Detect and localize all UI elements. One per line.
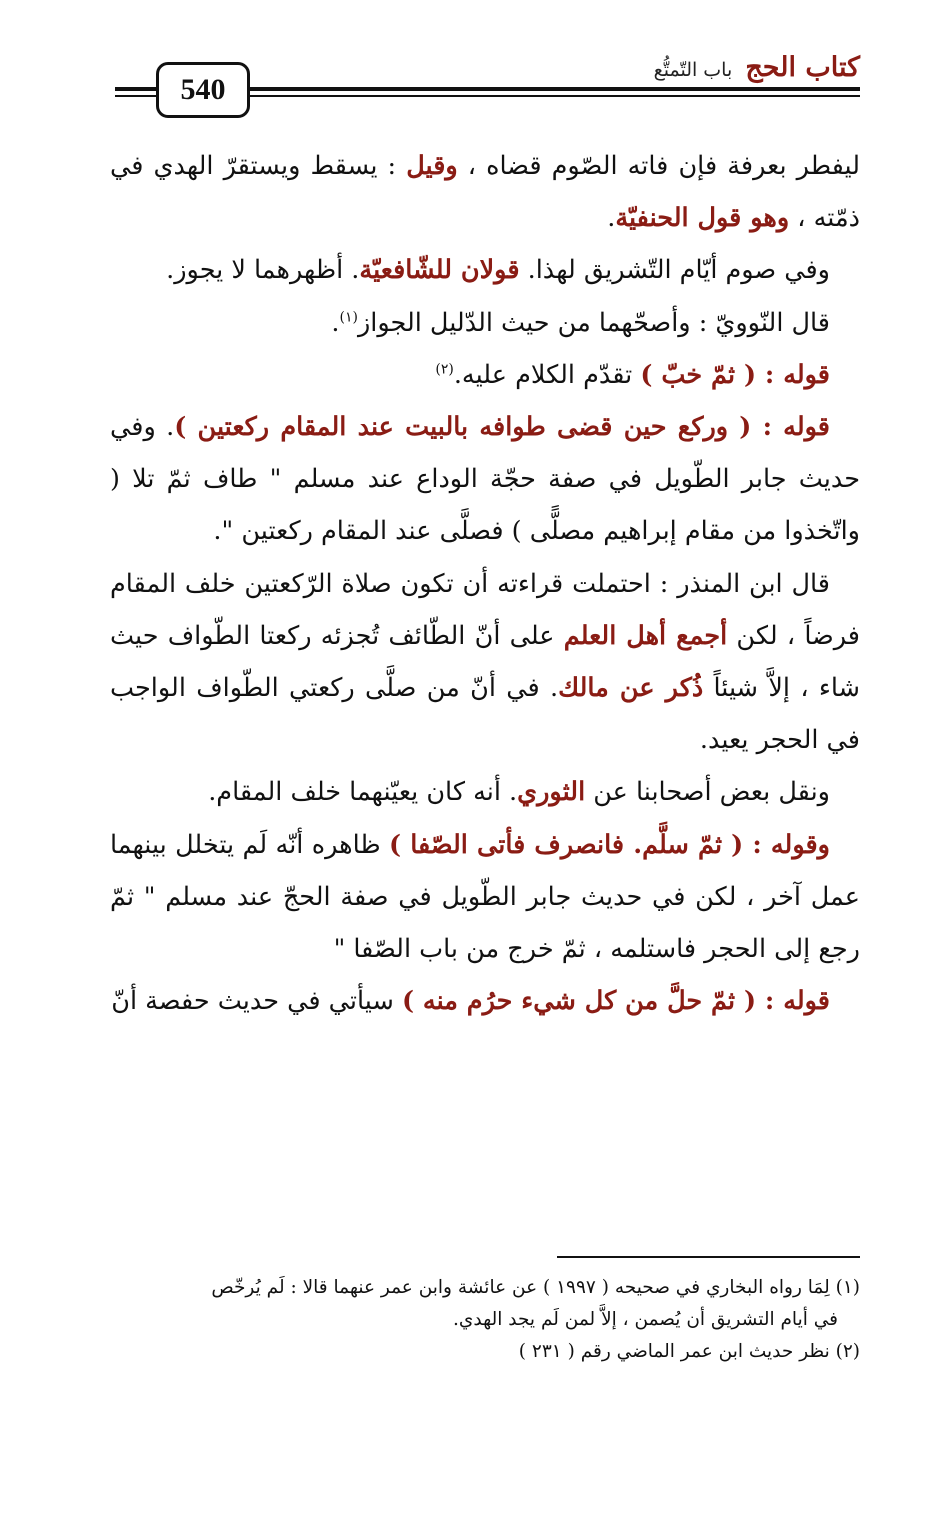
footnote-1: (١) لِمَا رواه البخاري في صحيحه ( ١٩٩٧ ) عن عائشة وابن عمر عنهما قالا : لَم يُرخّص	[211, 1277, 860, 1298]
text-run: . أنه كان يعيّنهما خلف المقام.	[208, 777, 518, 808]
highlight-run: وقيل	[406, 151, 458, 181]
text-run: قال النّوويّ : وأصحّهما من حيث الدّليل الجواز	[357, 307, 830, 338]
highlight-run: قولان للشّافعيّة	[359, 255, 520, 286]
book-title: كتاب الحج	[745, 52, 860, 83]
text-run: تقدّم الكلام عليه.	[453, 359, 641, 390]
page-number: 540	[156, 62, 250, 118]
highlight-run: الثوري	[517, 777, 586, 808]
highlight-run: قوله : ( ثمّ خبّ )	[640, 359, 830, 390]
highlight-run: وقوله : ( ثمّ سلَّم. فانصرف فأتى الصّفا )	[389, 829, 830, 860]
paragraph-4	[110, 349, 860, 401]
text-run: ليفطر بعرفة فإن فاته الصّوم قضاه ،	[457, 151, 860, 181]
footnote-1-continued: في أيام التشريق أن يُصمن ، إلاَّ لمن لَم يجد الهدي.	[453, 1309, 838, 1330]
highlight-run: أجمع أهل العلم	[563, 620, 728, 651]
footnote-ref-1[interactable]: (١)	[339, 309, 358, 326]
text-run: قال ابن المنذر : احتملت قراءته أن تكون صلاة الرّكعتين خلف المقام فرضاً ، لكن	[110, 568, 860, 651]
paragraph-1	[110, 140, 860, 244]
paragraph-6	[110, 558, 860, 767]
footnote-divider	[557, 1256, 860, 1258]
paragraph-3	[110, 297, 860, 349]
chapter-title: باب التّمتُّع	[653, 59, 733, 81]
text-run: . في أنّ من صلَّى ركعتي الطّواف الواجب في الحجر يعيد.	[110, 673, 860, 756]
text-run: .	[607, 203, 616, 234]
text-run: : يسقط ويستقرّ الهدي في ذمّته ،	[110, 151, 860, 234]
paragraph-2	[110, 244, 860, 296]
paragraph-7	[110, 766, 860, 818]
text-run: . وفي حديث جابر الطّويل في صفة حجّة الوداع عند مسلم " طاف ثمّ تلا ( واتّخذوا من مقام إبراهيم مصلًّى ) فصلَّى عند المقام ركعتين ".	[110, 412, 860, 547]
footnotes	[110, 1272, 860, 1368]
highlight-run: ذُكر عن مالك	[558, 673, 704, 704]
main-text	[110, 140, 860, 1027]
text-run: .	[331, 307, 340, 338]
text-run: ظاهره أنّه لَم يتخلل بينهما عمل آخر ، لكن في حديث جابر الطّويل في صفة الحجّ عند مسلم " ثمّ رجع إلى الحجر فاستلمه ، ثمّ خرج من باب الصّفا "	[110, 829, 860, 965]
text-run: ونقل بعض أصحابنا عن	[585, 777, 830, 808]
paragraph-9	[110, 975, 860, 1027]
highlight-run: وهو قول الحنفيّة	[615, 203, 790, 234]
page-header	[0, 0, 945, 130]
text-run: . أظهرهما لا يجوز.	[166, 255, 360, 286]
footnote-2: (٢) نظر حديث ابن عمر الماضي رقم ( ٢٣١ )	[518, 1341, 860, 1362]
paragraph-5	[110, 401, 860, 558]
highlight-run: قوله : ( وركع حين قضى طوافه بالبيت عند المقام ركعتين )	[174, 412, 830, 443]
highlight-run: قوله : ( ثمّ حلَّ من كل شيء حرُم منه )	[401, 986, 830, 1017]
paragraph-8	[110, 819, 860, 976]
text-run: وفي صوم أيّام التّشريق لهذا.	[519, 255, 830, 286]
text-run: على أنّ الطّائف تُجزئه ركعتا الطّواف حيث شاء ، إلاَّ شيئاً	[110, 620, 861, 704]
text-run: سيأتي في حديث حفصة أنّ	[111, 986, 402, 1017]
header-titles	[654, 48, 860, 91]
footnote-ref-2[interactable]: (٢)	[435, 361, 454, 378]
